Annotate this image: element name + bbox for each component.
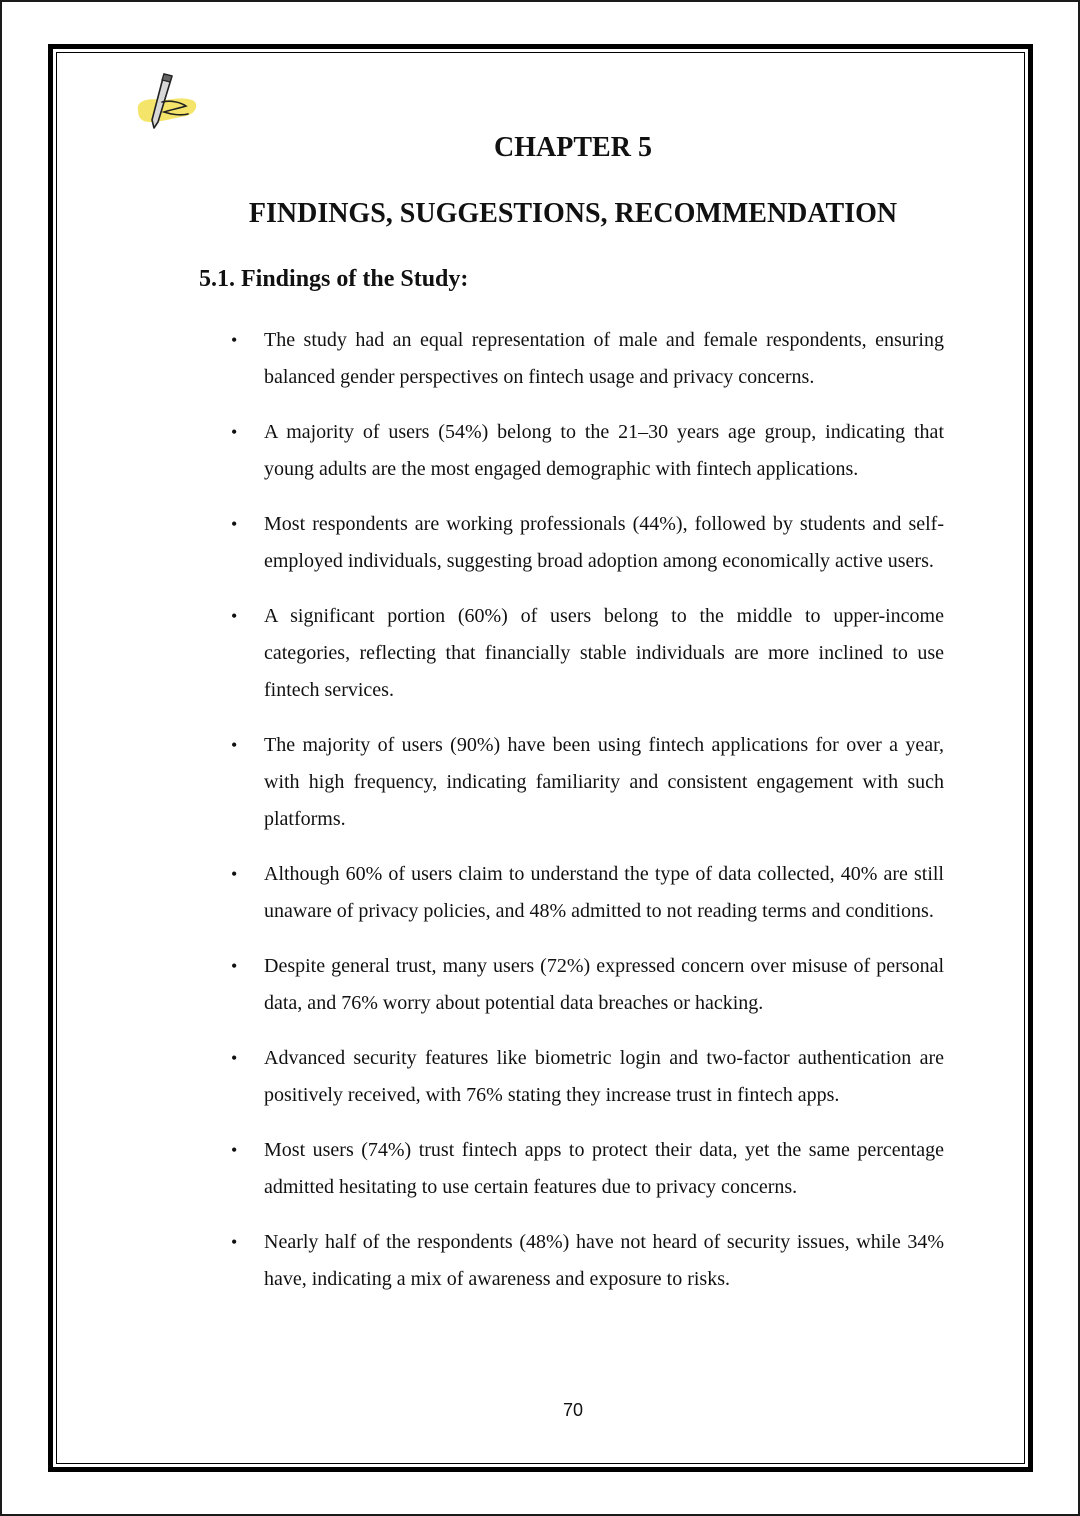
finding-item: • The majority of users (90%) have been using fintech applications for over a year, with high frequency, indicating familiarity and consistent engagement with such platforms. xyxy=(264,727,944,838)
finding-item: • The study had an equal representation of male and female respondents, ensuring balanced gender perspectives on fintech usage and privacy concerns. xyxy=(264,322,944,396)
page-number: 70 xyxy=(562,1400,584,1420)
finding-item: • Although 60% of users claim to understand the type of data collected, 40% are still unaware of privacy policies, and 48% admitted to not reading terms and conditions. xyxy=(264,856,944,930)
findings-list xyxy=(264,322,944,1316)
pen-writing-icon xyxy=(134,70,202,134)
chapter-title: CHAPTER 5 xyxy=(494,132,652,163)
finding-item: • Advanced security features like biometric login and two-factor authentication are positively received, with 76% stating they increase trust in fintech apps. xyxy=(264,1040,944,1114)
finding-item: • Despite general trust, many users (72%) expressed concern over misuse of personal data, and 76% worry about potential data breaches or hacking. xyxy=(264,948,944,1022)
section-heading: 5.1. Findings of the Study: xyxy=(199,266,469,292)
finding-item: • Nearly half of the respondents (48%) have not heard of security issues, while 34% have, indicating a mix of awareness and exposure to risks. xyxy=(264,1224,944,1298)
finding-item: • A significant portion (60%) of users belong to the middle to upper-income categories, reflecting that financially stable individuals are more inclined to use fintech services. xyxy=(264,598,944,709)
finding-item: • A majority of users (54%) belong to the 21–30 years age group, indicating that young adults are the most engaged demographic with fintech applications. xyxy=(264,414,944,488)
chapter-subtitle: FINDINGS, SUGGESTIONS, RECOMMENDATION xyxy=(248,198,898,229)
finding-item: • Most respondents are working professionals (44%), followed by students and self-employed individuals, suggesting broad adoption among economically active users. xyxy=(264,506,944,580)
finding-item: • Most users (74%) trust fintech apps to protect their data, yet the same percentage admitted hesitating to use certain features due to privacy concerns. xyxy=(264,1132,944,1206)
